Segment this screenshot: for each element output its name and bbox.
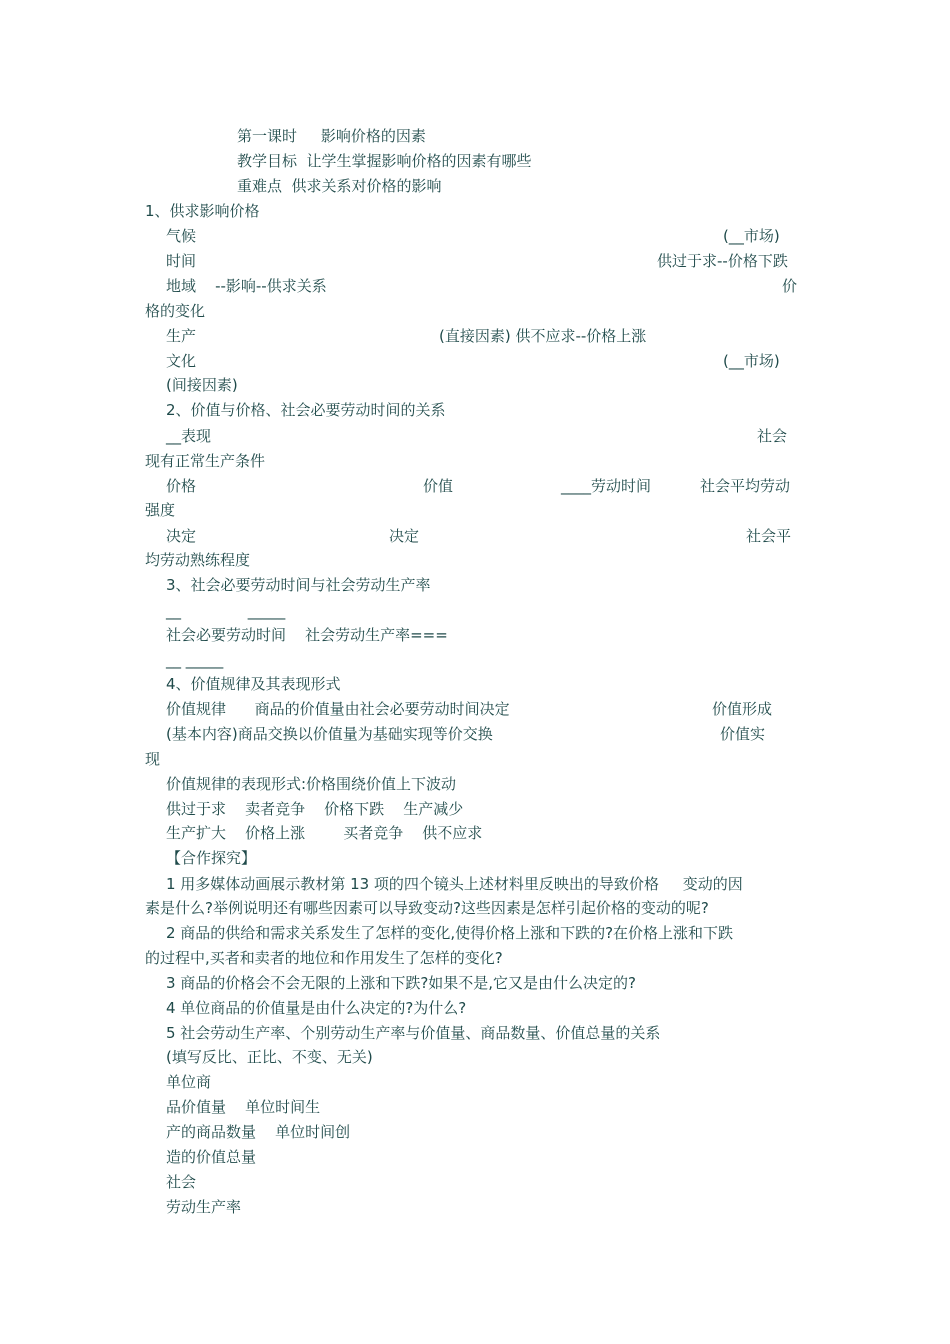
s1-supply-over: 供过于求--价格下跌 — [657, 252, 788, 270]
coop-title: 【合作探究】 — [166, 849, 257, 867]
coop-t3: 产的商品数量 单位时间创 — [166, 1123, 351, 1141]
s2-skill: 均劳动熟练程度 — [145, 551, 251, 569]
header-key-points: 重难点 供求关系对价格的影响 — [237, 177, 442, 195]
s1-region: 地域 --影响--供求关系 — [166, 277, 327, 295]
header-lesson: 第一课时 影响价格的因素 — [237, 127, 426, 145]
s4-form: 价值规律的表现形式:价格围绕价值上下波动 — [166, 775, 457, 793]
s1-price-change: 格的变化 — [145, 302, 206, 320]
s1-market1: (__市场) — [723, 227, 780, 245]
section3-title: 3、社会必要劳动时间与社会劳动生产率 — [166, 576, 431, 594]
s2-conditions: 现有正常生产条件 — [145, 452, 266, 470]
header-goal: 教学目标 让学生掌握影响价格的因素有哪些 — [237, 152, 532, 170]
section1-title: 1、供求影响价格 — [145, 202, 260, 220]
s4-value-form: 价值形成 — [712, 700, 773, 718]
section2-title: 2、价值与价格、社会必要劳动时间的关系 — [166, 401, 446, 419]
coop-t2: 品价值量 单位时间生 — [166, 1098, 321, 1116]
coop-q2b: 的过程中,买者和卖者的地位和作用发生了怎样的变化? — [145, 949, 503, 967]
s4-value-real: 价值实 — [720, 725, 766, 743]
s2-intensity: 强度 — [145, 501, 176, 519]
s1-direct: (直接因素) 供不应求--价格上涨 — [439, 327, 647, 345]
coop-q5b: (填写反比、正比、不变、无关) — [166, 1048, 373, 1066]
s3-line3: __ _____ — [166, 651, 224, 669]
coop-q5: 5 社会劳动生产率、个别劳动生产率与价值量、商品数量、价值总量的关系 — [166, 1024, 661, 1042]
s3-line2: 社会必要劳动时间 社会劳动生产率=== — [166, 626, 448, 644]
s3-line1: __ _____ — [166, 602, 286, 620]
s1-jia: 价 — [782, 277, 798, 295]
s2-value: 价值 — [423, 477, 454, 495]
section4-title: 4、价值规律及其表现形式 — [166, 675, 341, 693]
s4-basic: (基本内容)商品交换以价值量为基础实现等价交换 — [166, 725, 493, 743]
coop-q4: 4 单位商品的价值量是由什么决定的?为什么? — [166, 999, 467, 1017]
s1-production: 生产 — [166, 327, 197, 345]
s4-xian: 现 — [145, 750, 161, 768]
s2-avg-intensity: 社会平均劳动 — [700, 477, 791, 495]
coop-q1b: 素是什么?举例说明还有哪些因素可以导致变动?这些因素是怎样引起价格的变动的呢? — [145, 899, 709, 917]
coop-t1: 单位商 — [166, 1073, 212, 1091]
s2-labor-time: ____劳动时间 — [561, 477, 652, 495]
s4-cycle1: 供过于求 卖者竞争 价格下跌 生产减少 — [166, 800, 464, 818]
s2-price: 价格 — [166, 477, 197, 495]
s2-shehui: 社会 — [757, 427, 788, 445]
s1-time: 时间 — [166, 252, 197, 270]
s2-biaoxian: __表现 — [166, 427, 212, 445]
s1-weather: 气候 — [166, 227, 197, 245]
coop-q1a: 1 用多媒体动画展示教材第 13 项的四个镜头上述材料里反映出的导致价格 变动的因 — [166, 875, 743, 893]
s1-culture: 文化 — [166, 352, 197, 370]
coop-t6: 劳动生产率 — [166, 1198, 242, 1216]
s1-market2: (__市场) — [723, 352, 780, 370]
coop-t5: 社会 — [166, 1173, 197, 1191]
s2-decide2: 决定 — [389, 527, 420, 545]
s1-indirect: (间接因素) — [166, 376, 238, 394]
s2-shehuiping: 社会平 — [746, 527, 792, 545]
coop-q2a: 2 商品的供给和需求关系发生了怎样的变化,使得价格上涨和下跌的?在价格上涨和下跌 — [166, 924, 734, 942]
s2-decide1: 决定 — [166, 527, 197, 545]
coop-t4: 造的价值总量 — [166, 1148, 257, 1166]
s4-law: 价值规律 商品的价值量由社会必要劳动时间决定 — [166, 700, 510, 718]
s4-cycle2: 生产扩大 价格上涨 买者竞争 供不应求 — [166, 824, 483, 842]
coop-q3: 3 商品的价格会不会无限的上涨和下跌?如果不是,它又是由什么决定的? — [166, 974, 637, 992]
